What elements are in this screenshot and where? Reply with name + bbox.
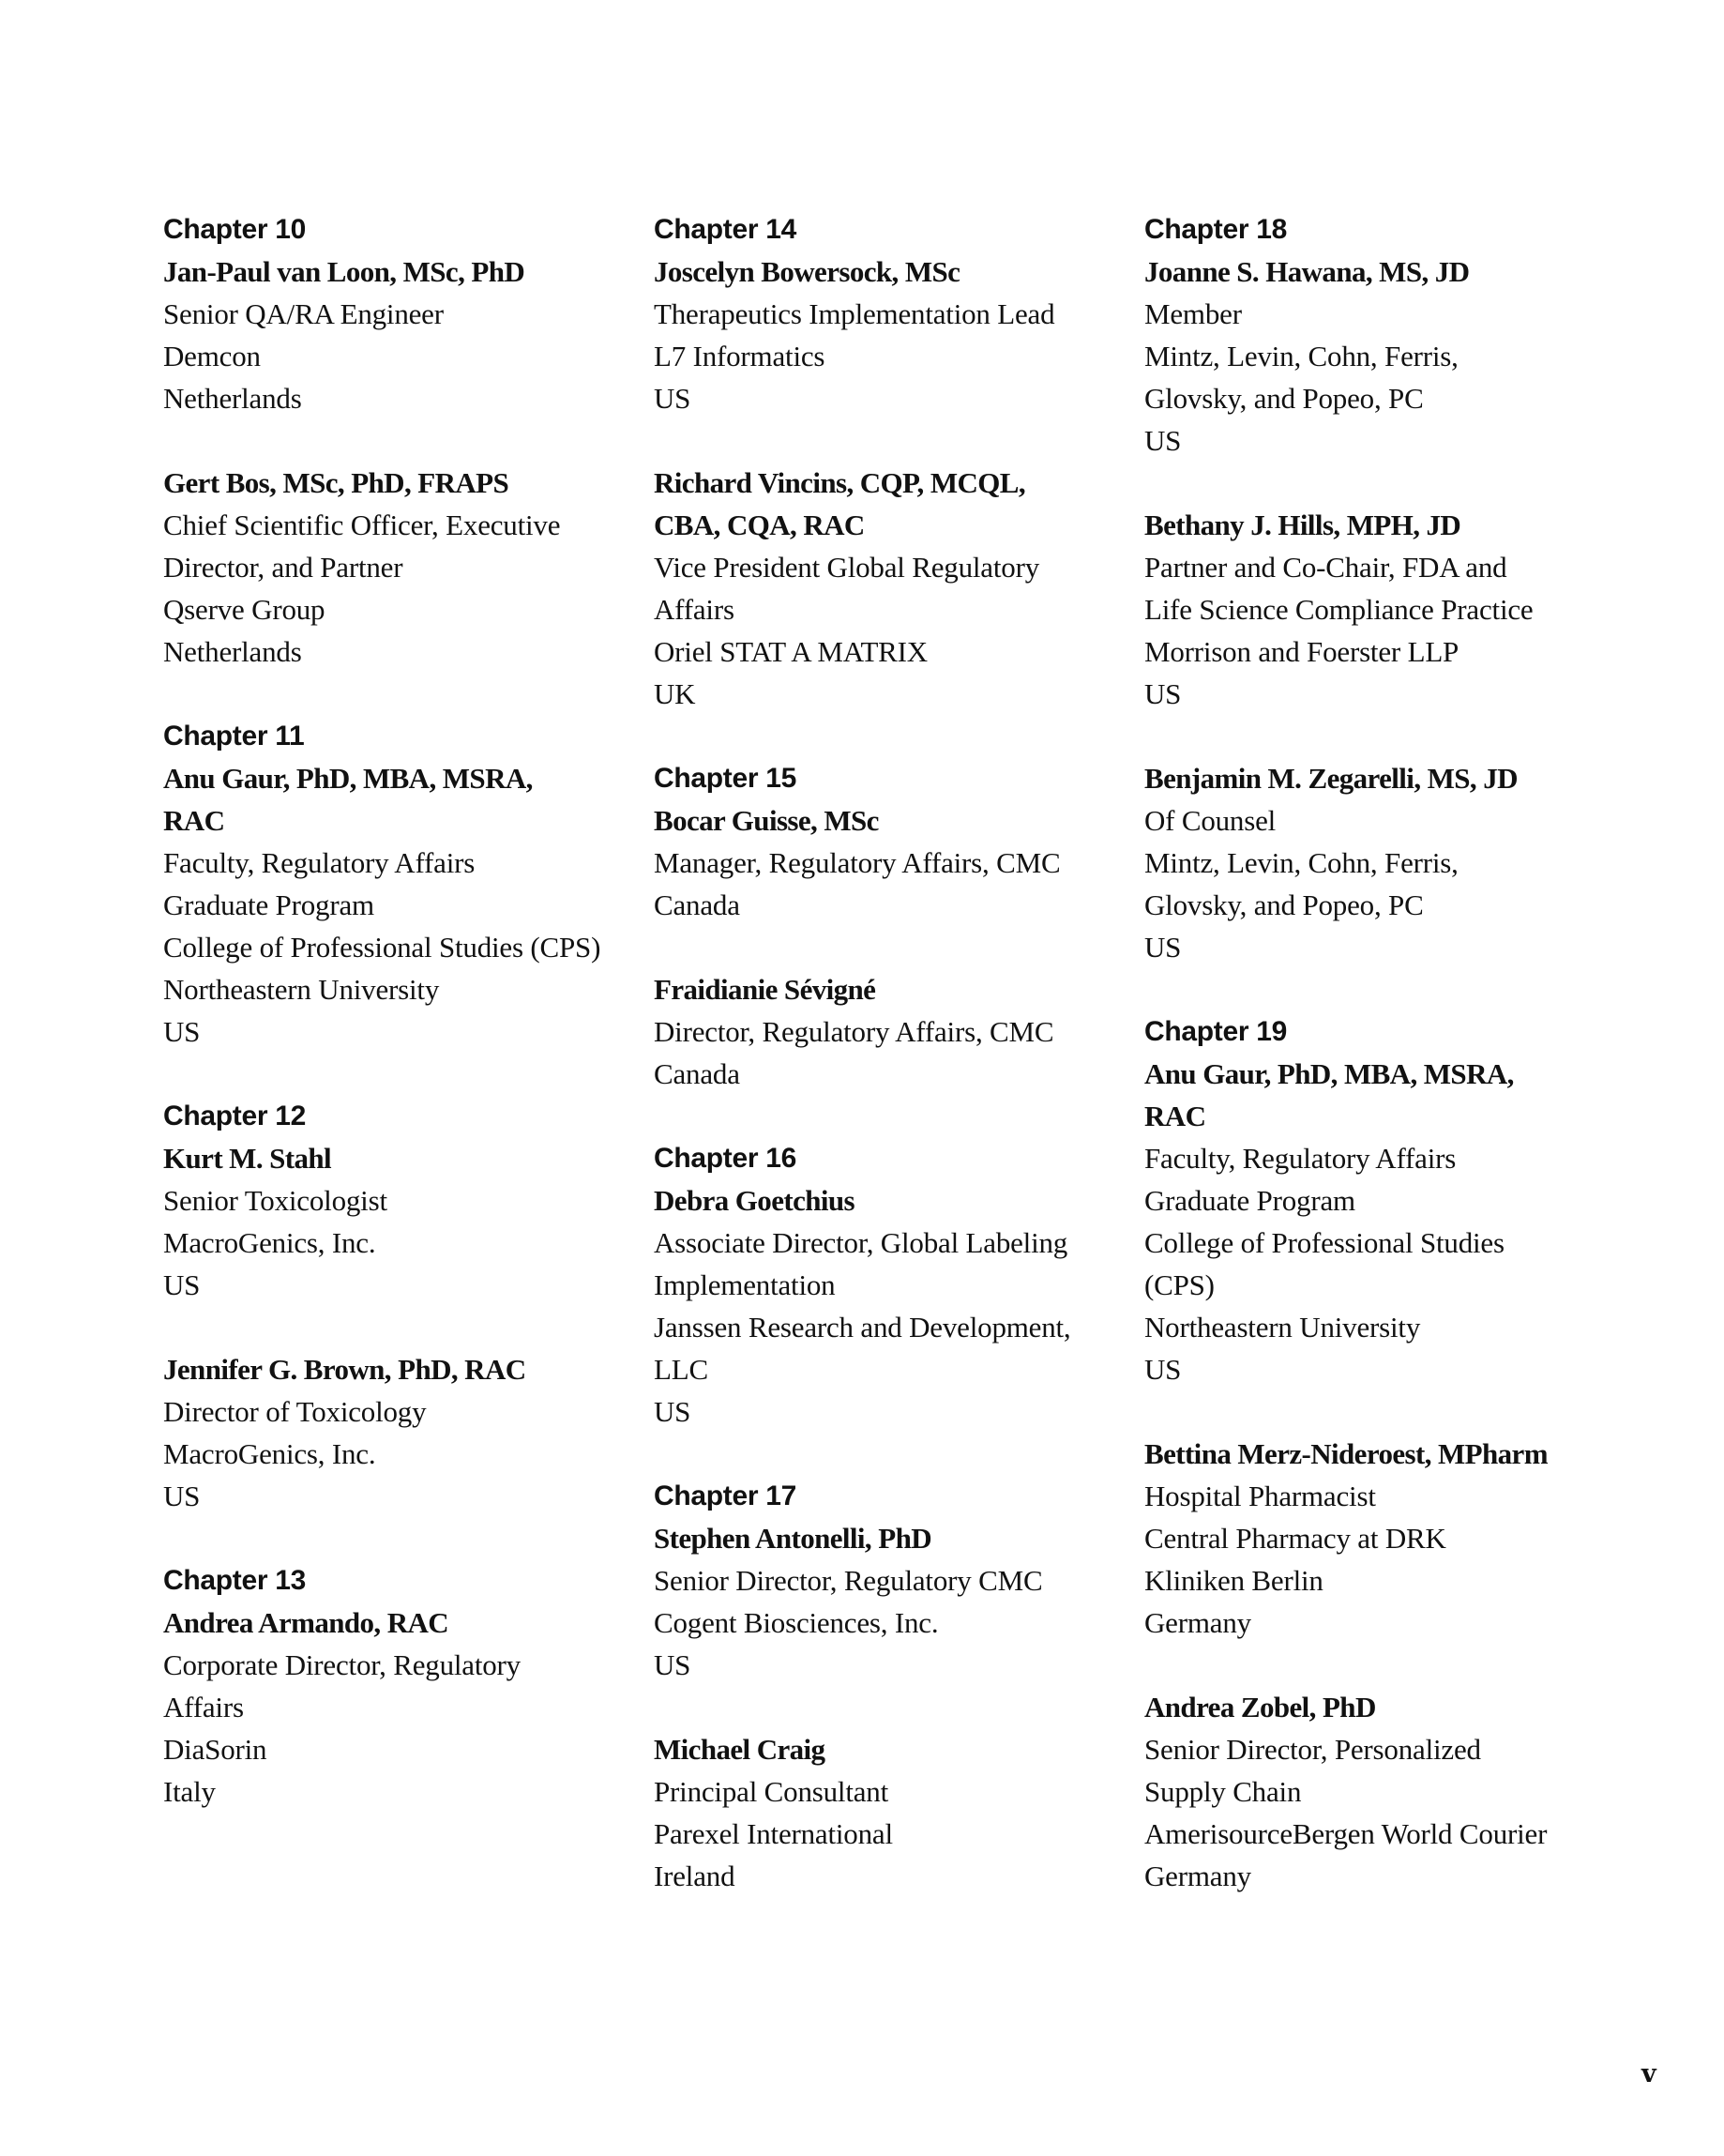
contributor-detail: Graduate Program <box>163 888 374 921</box>
contributor-entry <box>654 1475 1123 1686</box>
contributor-name: Jennifer G. Brown, PhD, RAC <box>163 1353 526 1386</box>
contributors-column-1 <box>163 208 632 1855</box>
contributor-detail: Corporate Director, Regulatory <box>163 1648 521 1681</box>
contributor-name: Gert Bos, MSc, PhD, FRAPS <box>163 466 509 499</box>
chapter-heading: Chapter 13 <box>163 1565 307 1596</box>
contributor-detail: Member <box>1144 297 1242 330</box>
contributor-detail: Ireland <box>654 1860 735 1892</box>
contributor-detail: US <box>1144 1353 1182 1386</box>
contributor-detail: Faculty, Regulatory Affairs <box>163 846 476 879</box>
contributor-entry <box>1144 208 1613 462</box>
contributor-detail: Central Pharmacy at DRK <box>1144 1522 1446 1555</box>
contributor-entry <box>163 208 632 419</box>
contributor-detail: Germany <box>1144 1606 1251 1639</box>
contributor-detail: Canada <box>654 1057 740 1090</box>
contributor-entry <box>163 715 632 1053</box>
contributor-detail: AmerisourceBergen World Courier <box>1144 1817 1548 1850</box>
contributor-detail: US <box>654 1395 691 1428</box>
contributor-name: RAC <box>163 804 225 837</box>
chapter-heading: Chapter 11 <box>163 721 305 752</box>
contributor-detail: Associate Director, Global Labeling <box>654 1226 1068 1259</box>
contributor-name: Anu Gaur, PhD, MBA, MSRA, <box>1144 1057 1514 1090</box>
contributor-detail: Senior QA/RA Engineer <box>163 297 444 330</box>
contributor-name: Fraidianie Sévigné <box>654 973 876 1006</box>
contributor-name: Michael Craig <box>654 1733 825 1766</box>
contributor-detail: Northeastern University <box>1144 1311 1421 1344</box>
contributor-entry <box>163 462 632 673</box>
contributor-detail: Mintz, Levin, Cohn, Ferris, <box>1144 340 1459 372</box>
contributor-detail: Faculty, Regulatory Affairs <box>1144 1142 1457 1175</box>
contributor-detail: Partner and Co-Chair, FDA and <box>1144 551 1507 584</box>
contributor-entry <box>654 208 1123 419</box>
contributor-entry <box>1144 1010 1613 1390</box>
contributor-name: Bettina Merz-Nideroest, MPharm <box>1144 1437 1548 1470</box>
contributor-detail: Netherlands <box>163 635 302 668</box>
contributor-name: RAC <box>1144 1100 1206 1132</box>
contributor-entry <box>654 968 1123 1095</box>
contributor-name: Joscelyn Bowersock, MSc <box>654 255 960 288</box>
contributor-detail: Glovsky, and Popeo, PC <box>1144 888 1424 921</box>
contributor-detail: DiaSorin <box>163 1733 267 1766</box>
contributor-name: Richard Vincins, CQP, MCQL, <box>654 466 1026 499</box>
contributor-detail: Northeastern University <box>163 973 440 1006</box>
contributor-detail: Of Counsel <box>1144 804 1277 837</box>
contributor-detail: Kliniken Berlin <box>1144 1564 1323 1597</box>
chapter-heading: Chapter 19 <box>1144 1016 1288 1047</box>
contributors-column-2 <box>654 208 1123 1939</box>
contributor-detail: Hospital Pharmacist <box>1144 1480 1376 1512</box>
contributor-detail: US <box>1144 424 1182 457</box>
contributor-detail: MacroGenics, Inc. <box>163 1437 376 1470</box>
contributor-detail: College of Professional Studies (CPS) <box>163 931 601 964</box>
contributor-detail: Netherlands <box>163 382 302 415</box>
contributor-detail: Mintz, Levin, Cohn, Ferris, <box>1144 846 1459 879</box>
contributor-detail: Qserve Group <box>163 593 325 626</box>
contributor-detail: Morrison and Foerster LLP <box>1144 635 1459 668</box>
contributor-detail: Implementation <box>654 1268 836 1301</box>
contributor-entry <box>1144 504 1613 715</box>
contributor-detail: US <box>654 1648 691 1681</box>
contributor-entry <box>654 1137 1123 1433</box>
contributor-entry <box>163 1559 632 1813</box>
contributor-detail: Parexel International <box>654 1817 893 1850</box>
contributor-detail: Vice President Global Regulatory <box>654 551 1039 584</box>
contributor-name: Andrea Zobel, PhD <box>1144 1691 1376 1723</box>
contributor-detail: Cogent Biosciences, Inc. <box>654 1606 939 1639</box>
contributor-detail: Demcon <box>163 340 261 372</box>
contributor-entry <box>1144 1433 1613 1644</box>
contributor-detail: Principal Consultant <box>654 1775 889 1808</box>
page-number: v <box>1641 2059 1656 2088</box>
contributor-detail: Germany <box>1144 1860 1251 1892</box>
contributor-detail: Glovsky, and Popeo, PC <box>1144 382 1424 415</box>
chapter-heading: Chapter 10 <box>163 214 307 245</box>
contributor-detail: Canada <box>654 888 740 921</box>
contributor-name: Anu Gaur, PhD, MBA, MSRA, <box>163 762 533 795</box>
chapter-heading: Chapter 16 <box>654 1143 797 1174</box>
contributor-entry <box>163 1095 632 1306</box>
contributor-name: Kurt M. Stahl <box>163 1142 332 1175</box>
contributor-detail: Senior Director, Personalized <box>1144 1733 1481 1766</box>
contributor-name: CBA, CQA, RAC <box>654 509 865 541</box>
contributor-entry <box>163 1348 632 1517</box>
contributor-name: Jan-Paul van Loon, MSc, PhD <box>163 255 525 288</box>
contributor-name: Benjamin M. Zegarelli, MS, JD <box>1144 762 1518 795</box>
contributor-detail: Senior Toxicologist <box>163 1184 387 1217</box>
contributor-detail: US <box>654 382 691 415</box>
contributor-detail: Graduate Program <box>1144 1184 1355 1217</box>
contributor-detail: Director, and Partner <box>163 551 403 584</box>
contributor-entry <box>654 757 1123 926</box>
contributor-detail: MacroGenics, Inc. <box>163 1226 376 1259</box>
contributor-detail: US <box>163 1480 201 1512</box>
contributor-name: Andrea Armando, RAC <box>163 1606 449 1639</box>
contributor-detail: Manager, Regulatory Affairs, CMC <box>654 846 1061 879</box>
contributor-name: Debra Goetchius <box>654 1184 855 1217</box>
contributor-detail: Affairs <box>163 1691 244 1723</box>
contributor-name: Bethany J. Hills, MPH, JD <box>1144 509 1461 541</box>
contributor-detail: Life Science Compliance Practice <box>1144 593 1534 626</box>
contributor-detail: Director of Toxicology <box>163 1395 427 1428</box>
contributor-entry <box>654 462 1123 715</box>
contributor-detail: Therapeutics Implementation Lead <box>654 297 1055 330</box>
contributor-detail: (CPS) <box>1144 1268 1215 1301</box>
contributor-entry <box>654 1728 1123 1897</box>
contributor-entry <box>1144 757 1613 968</box>
contributor-detail: US <box>1144 931 1182 964</box>
contributor-detail: LLC <box>654 1353 708 1386</box>
contributor-detail: UK <box>654 677 696 710</box>
contributor-name: Bocar Guisse, MSc <box>654 804 879 837</box>
contributor-name: Joanne S. Hawana, MS, JD <box>1144 255 1470 288</box>
contributor-entry <box>1144 1686 1613 1897</box>
contributor-detail: Oriel STAT A MATRIX <box>654 635 928 668</box>
contributor-detail: Chief Scientific Officer, Executive <box>163 509 561 541</box>
chapter-heading: Chapter 18 <box>1144 214 1288 245</box>
contributor-detail: L7 Informatics <box>654 340 825 372</box>
contributor-detail: US <box>1144 677 1182 710</box>
contributor-detail: Italy <box>163 1775 216 1808</box>
contributor-detail: Supply Chain <box>1144 1775 1302 1808</box>
chapter-heading: Chapter 14 <box>654 214 797 245</box>
contributor-detail: Affairs <box>654 593 734 626</box>
contributor-detail: US <box>163 1268 201 1301</box>
contributor-detail: Janssen Research and Development, <box>654 1311 1071 1344</box>
chapter-heading: Chapter 12 <box>163 1101 307 1131</box>
contributor-detail: Director, Regulatory Affairs, CMC <box>654 1015 1054 1048</box>
chapter-heading: Chapter 17 <box>654 1480 797 1511</box>
chapter-heading: Chapter 15 <box>654 763 797 794</box>
contributors-column-3 <box>1144 208 1613 1939</box>
contributor-detail: Senior Director, Regulatory CMC <box>654 1564 1043 1597</box>
contributor-detail: US <box>163 1015 201 1048</box>
contributor-detail: College of Professional Studies <box>1144 1226 1505 1259</box>
contributor-name: Stephen Antonelli, PhD <box>654 1522 931 1555</box>
